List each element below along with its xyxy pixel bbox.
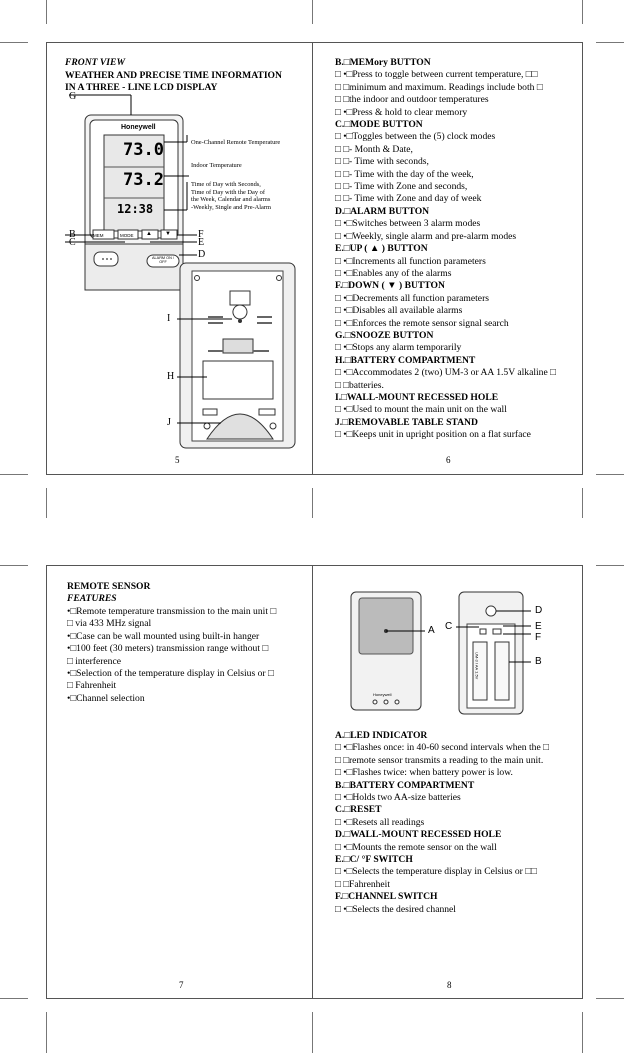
callout-time-of-day: Time of Day with Seconds, Time of Day with the Day of the Week, Calendar and alarms -Weekly, Single and Pre-Alarm	[191, 181, 271, 211]
callout-remote-temp: One-Channel Remote Temperature	[191, 139, 281, 146]
list-item: •□Remote temperature transmission to the main unit □	[67, 606, 277, 617]
page-number: 8	[447, 980, 452, 990]
remote-sensor-illustration	[313, 566, 584, 726]
list-item: □ •□Holds two AA-size batteries	[335, 792, 461, 804]
list-item: □ □- Time with seconds,	[335, 156, 429, 168]
section-heading: F.□DOWN ( ▼ ) BUTTON	[335, 280, 445, 292]
section-heading: E.□C/ °F SWITCH	[335, 854, 413, 866]
list-item: □ •□Switches between 3 alarm modes	[335, 218, 481, 230]
label-f: F	[535, 632, 542, 643]
list-item: •□Case can be wall mounted using built-in hanger	[67, 630, 260, 642]
battery-label: UM-3 / AA 1.5V	[474, 652, 480, 680]
list-item: •□Channel selection	[67, 692, 145, 704]
list-item: □ □remote sensor transmits a reading to the main unit.	[335, 754, 544, 766]
label-b: B	[535, 656, 542, 667]
list-item: □ •□Resets all readings	[335, 816, 425, 828]
label-c: C	[69, 237, 76, 248]
button-mode[interactable]: MODE	[120, 233, 134, 238]
label-j: J	[167, 417, 171, 428]
button-down[interactable]: ▼	[165, 231, 171, 237]
button-alarm[interactable]: ALARM ON / OFF	[152, 256, 174, 264]
list-item: □ •□Flashes twice: when battery power is low.	[335, 767, 513, 779]
list-item: □ Fahrenheit	[67, 680, 117, 692]
list-item: □ □- Time with Zone and day of week	[335, 193, 482, 205]
section-heading: D.□ALARM BUTTON	[335, 205, 430, 217]
page6-list	[335, 57, 556, 442]
label-d: D	[535, 605, 543, 616]
label-f: F	[198, 229, 204, 240]
label-e: E	[535, 621, 542, 632]
page-5	[46, 42, 313, 475]
button-mem[interactable]: MEM	[93, 233, 104, 238]
section-heading: D.□WALL-MOUNT RECESSED HOLE	[335, 829, 502, 841]
list-item: □ •□Press to toggle between current temperature, □□	[335, 69, 538, 81]
list-item: □ •□Enforces the remote sensor signal search	[335, 317, 509, 329]
page-number: 5	[175, 455, 180, 465]
main-unit-back-illustration	[47, 261, 314, 451]
section-heading: E.□UP ( ▲ ) BUTTON	[335, 243, 428, 255]
page5-title-line2: WEATHER AND PRECISE TIME INFORMATION	[65, 70, 282, 81]
page-8	[312, 565, 583, 999]
section-heading: B.□BATTERY COMPARTMENT	[335, 779, 475, 791]
section-heading: A.□LED INDICATOR	[335, 730, 428, 741]
list-item: □ □- Time with the day of the week,	[335, 168, 474, 180]
list-item: □ •□Enables any of the alarms	[335, 267, 452, 279]
page5-title-line3: IN A THREE - LINE LCD DISPLAY	[65, 82, 218, 93]
list-item: □ •□Increments all function parameters	[335, 255, 486, 267]
label-e: E	[198, 237, 205, 248]
button-up[interactable]: ▲	[146, 231, 152, 237]
list-item: •□Selection of the temperature display in Celsius or □	[67, 668, 274, 680]
list-item: □ interference	[67, 655, 121, 667]
section-heading: F.□CHANNEL SWITCH	[335, 891, 438, 903]
section-heading: J.□REMOVABLE TABLE STAND	[335, 416, 478, 428]
list-item: □ □batteries.	[335, 379, 384, 391]
label-b: B	[69, 229, 76, 240]
page7-subtitle: FEATURES	[67, 593, 117, 604]
section-heading: I.□WALL-MOUNT RECESSED HOLE	[335, 391, 499, 403]
list-item: □ •□Accommodates 2 (two) UM-3 or AA 1.5V alkaline □	[335, 367, 556, 379]
label-d: D	[198, 249, 206, 260]
page-7	[46, 565, 313, 999]
section-heading: C.□RESET	[335, 804, 382, 816]
list-item: □ •□Used to mount the main unit on the wall	[335, 404, 507, 416]
lcd-indoor-temp: 73.2	[123, 170, 164, 190]
page-number: 6	[446, 455, 451, 465]
list-item: □ •□Decrements all function parameters	[335, 292, 489, 304]
lcd-time: 12:38	[117, 202, 154, 216]
page7-title: REMOTE SENSOR	[67, 581, 151, 592]
label-i: I	[167, 313, 171, 324]
list-item: □ •□Flashes once: in 40-60 second intervals when the □	[335, 742, 549, 754]
list-item: □ •□Disables all available alarms	[335, 305, 463, 317]
callout-indoor-temp: Indoor Temperature	[191, 162, 242, 169]
section-heading: G.□SNOOZE BUTTON	[335, 329, 434, 341]
list-item: □ •□Selects the temperature display in Celsius or □□	[335, 866, 537, 878]
label-g: G	[69, 91, 77, 102]
sensor-brand: Honeywell	[373, 692, 392, 697]
brand-logo: Honeywell	[121, 124, 156, 131]
page-number: 7	[179, 980, 184, 990]
page8-list	[335, 730, 549, 916]
list-item: □ •□Mounts the remote sensor on the wall	[335, 841, 497, 853]
list-item: □ □Fahrenheit	[335, 878, 391, 890]
list-item: □ •□Press & hold to clear memory	[335, 106, 468, 118]
label-h: H	[167, 371, 175, 382]
list-item: □ □- Time with Zone and seconds,	[335, 181, 468, 193]
list-item: □ via 433 MHz signal	[67, 618, 152, 630]
section-heading: C.□MODE BUTTON	[335, 119, 423, 131]
list-item: □ •□Weekly, single alarm and pre-alarm modes	[335, 230, 517, 242]
list-item: □ □the indoor and outdoor temperatures	[335, 94, 489, 106]
list-item: □ •□Keeps unit in upright position on a flat surface	[335, 429, 531, 441]
section-heading: B.□MEMory BUTTON	[335, 57, 431, 68]
list-item: □ •□Stops any alarm temporarily	[335, 342, 462, 354]
lcd-remote-temp: 73.0	[123, 140, 164, 160]
page-6	[312, 42, 583, 475]
list-item: □ □minimum and maximum. Readings include both □	[335, 81, 543, 93]
list-item: •□100 feet (30 meters) transmission range without □	[67, 643, 269, 655]
label-a: A	[428, 625, 435, 636]
list-item: □ •□Selects the desired channel	[335, 903, 456, 915]
section-heading: H.□BATTERY COMPARTMENT	[335, 354, 476, 366]
page5-title-front-view: FRONT VIEW	[65, 57, 125, 68]
list-item: □ □- Month & Date,	[335, 143, 413, 155]
list-item: □ •□Toggles between the (5) clock modes	[335, 131, 496, 143]
label-c: C	[445, 621, 453, 632]
page7-list	[67, 606, 276, 705]
